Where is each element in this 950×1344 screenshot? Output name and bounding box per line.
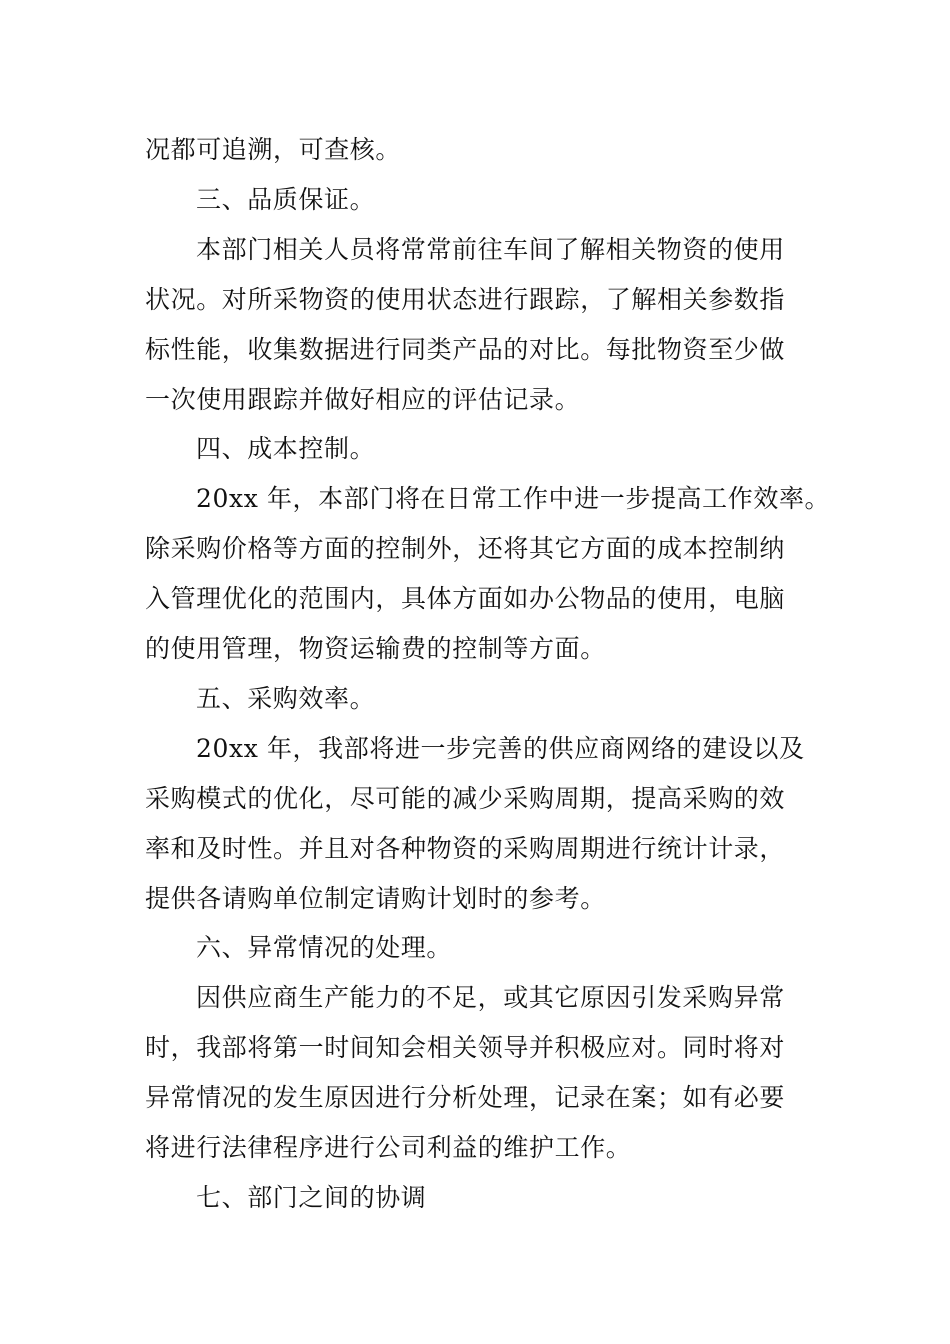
paragraph-line: 除采购价格等方面的控制外，还将其它方面的成本控制纳 <box>145 534 786 563</box>
paragraph-line: 标性能，收集数据进行同类产品的对比。每批物资至少做 <box>145 335 786 364</box>
section-heading: 三、品质保证。 <box>196 185 376 214</box>
paragraph-line: 本部门相关人员将常常前往车间了解相关物资的使用 <box>196 235 785 264</box>
paragraph-line: 20xx 年，本部门将在日常工作中进一步提高工作效率。 <box>196 484 831 513</box>
paragraph-line: 因供应商生产能力的不足，或其它原因引发采购异常 <box>196 983 785 1012</box>
section-heading: 五、采购效率。 <box>196 684 376 713</box>
paragraph-line: 况都可追溯，可查核。 <box>145 135 402 164</box>
paragraph-line: 的使用管理，物资运输费的控制等方面。 <box>145 634 606 663</box>
paragraph-line: 一次使用跟踪并做好相应的评估记录。 <box>145 385 581 414</box>
section-heading: 六、异常情况的处理。 <box>196 933 453 962</box>
section-heading: 四、成本控制。 <box>196 434 376 463</box>
paragraph-line: 采购模式的优化，尽可能的减少采购周期，提高采购的效 <box>145 784 786 813</box>
paragraph-line: 入管理优化的范围内，具体方面如办公物品的使用，电脑 <box>145 584 786 613</box>
paragraph-line: 时，我部将第一时间知会相关领导并积极应对。同时将对 <box>145 1033 786 1062</box>
paragraph-line: 状况。对所采物资的使用状态进行跟踪，了解相关参数指 <box>145 285 786 314</box>
paragraph-line: 20xx 年，我部将进一步完善的供应商网络的建设以及 <box>196 734 805 763</box>
paragraph-line: 异常情况的发生原因进行分析处理，记录在案；如有必要 <box>145 1083 786 1112</box>
paragraph-line: 提供各请购单位制定请购计划时的参考。 <box>145 884 606 913</box>
section-heading: 七、部门之间的协调 <box>196 1183 427 1212</box>
paragraph-line: 率和及时性。并且对各种物资的采购周期进行统计计录， <box>145 834 786 863</box>
paragraph-line: 将进行法律程序进行公司利益的维护工作。 <box>145 1133 632 1162</box>
